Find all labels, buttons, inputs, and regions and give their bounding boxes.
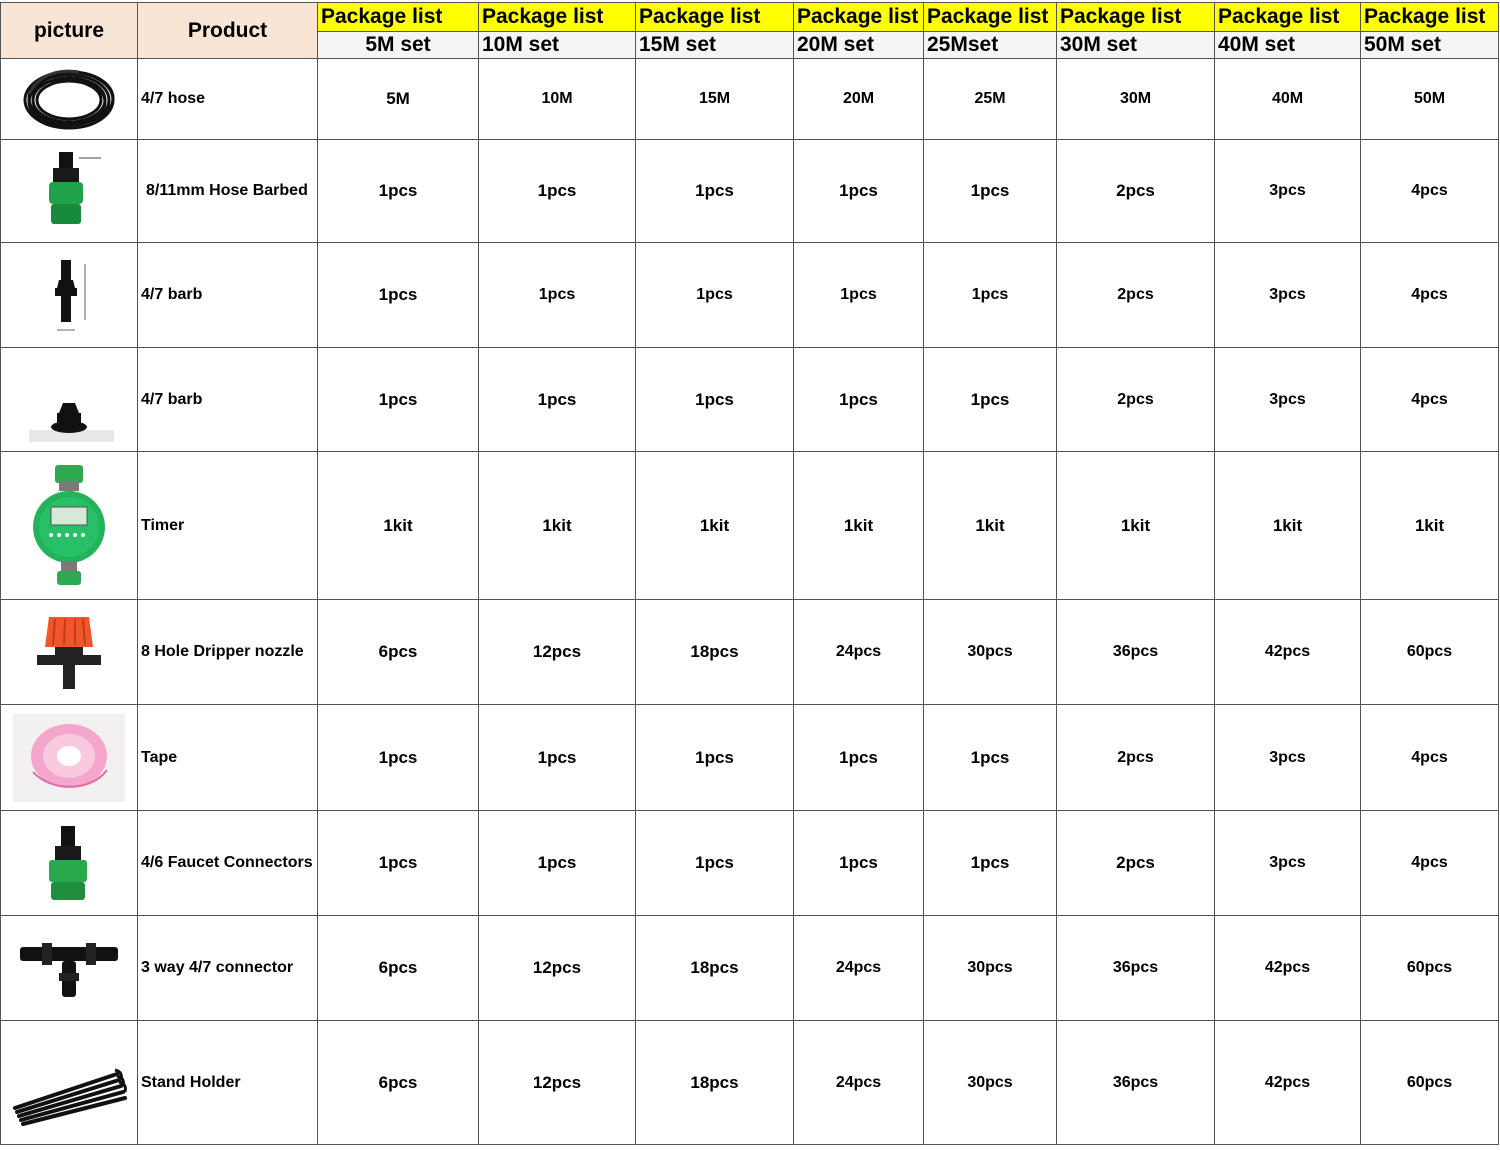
quantity-cell: 42pcs [1215,916,1361,1021]
quantity-cell: 1kit [794,452,924,600]
quantity-cell: 36pcs [1057,916,1215,1021]
quantity-cell: 2pcs [1057,811,1215,916]
header-set: 25Mset [924,32,1057,59]
faucet-connector-icon [1,811,138,916]
quantity-cell: 1pcs [794,811,924,916]
table-row [1,811,1499,916]
product-name: Tape [138,705,318,811]
quantity-cell: 12pcs [479,600,636,705]
quantity-cell: 1pcs [318,348,479,452]
quantity-cell: 1kit [1361,452,1499,600]
quantity-cell: 60pcs [1361,600,1499,705]
quantity-cell: 18pcs [636,1021,794,1145]
quantity-cell: 1kit [1057,452,1215,600]
quantity-cell: 10M [479,59,636,140]
product-name: 8/11mm Hose Barbed [138,140,318,243]
header-set: 50M set [1361,32,1499,59]
header-product: Product [138,3,318,59]
hose-coil-icon [1,59,138,140]
quantity-cell: 4pcs [1361,811,1499,916]
quantity-cell: 24pcs [794,916,924,1021]
header-set: 40M set [1215,32,1361,59]
quantity-cell: 20M [794,59,924,140]
header-package-list: Package list [1361,3,1499,32]
table-row [1,705,1499,811]
quantity-cell: 50M [1361,59,1499,140]
product-name: 4/7 hose [138,59,318,140]
product-name: 3 way 4/7 connector [138,916,318,1021]
quantity-cell: 2pcs [1057,705,1215,811]
quantity-cell: 36pcs [1057,1021,1215,1145]
quantity-cell: 1kit [479,452,636,600]
quantity-cell: 1pcs [318,811,479,916]
quantity-cell: 1pcs [479,705,636,811]
quantity-cell: 1pcs [636,705,794,811]
quantity-cell: 1pcs [479,243,636,348]
product-name: Stand Holder [138,1021,318,1145]
product-name: 4/7 barb [138,243,318,348]
table-row [1,600,1499,705]
quantity-cell: 1pcs [924,243,1057,348]
quantity-cell: 60pcs [1361,916,1499,1021]
tee-connector-icon [1,916,138,1021]
quantity-cell: 1pcs [794,140,924,243]
quantity-cell: 1kit [924,452,1057,600]
quantity-cell: 4pcs [1361,348,1499,452]
header-package-list: Package list [318,3,479,32]
quantity-cell: 25M [924,59,1057,140]
quantity-cell: 3pcs [1215,140,1361,243]
quantity-cell: 1pcs [636,140,794,243]
quantity-cell: 6pcs [318,916,479,1021]
header-package-list: Package list [636,3,794,32]
quantity-cell: 40M [1215,59,1361,140]
table-row [1,59,1499,140]
header-package-list: Package list [479,3,636,32]
product-name: 4/7 barb [138,348,318,452]
water-timer-icon [1,452,138,600]
quantity-cell: 2pcs [1057,140,1215,243]
quantity-cell: 2pcs [1057,348,1215,452]
table-row [1,348,1499,452]
quantity-cell: 6pcs [318,1021,479,1145]
quantity-cell: 18pcs [636,916,794,1021]
quantity-cell: 24pcs [794,1021,924,1145]
package-list-table [0,2,1499,1145]
quantity-cell: 3pcs [1215,348,1361,452]
header-set: 20M set [794,32,924,59]
table-row [1,452,1499,600]
quantity-cell: 1pcs [794,243,924,348]
quantity-cell: 6pcs [318,600,479,705]
header-package-list: Package list [794,3,924,32]
quantity-cell: 3pcs [1215,811,1361,916]
quantity-cell: 1pcs [479,140,636,243]
quantity-cell: 1pcs [794,705,924,811]
quantity-cell: 1pcs [479,811,636,916]
table-row [1,140,1499,243]
quantity-cell: 30pcs [924,1021,1057,1145]
hose-barbed-connector-icon [1,140,138,243]
header-picture: picture [1,3,138,59]
quantity-cell: 5M [318,59,479,140]
header-package-list: Package list [1057,3,1215,32]
product-name: Timer [138,452,318,600]
product-name: 8 Hole Dripper nozzle [138,600,318,705]
quantity-cell: 3pcs [1215,705,1361,811]
quantity-cell: 1pcs [318,705,479,811]
product-name: 4/6 Faucet Connectors [138,811,318,916]
table-row [1,1021,1499,1145]
quantity-cell: 1pcs [924,348,1057,452]
quantity-cell: 1pcs [318,140,479,243]
barb-fitting-icon [1,243,138,348]
quantity-cell: 1pcs [924,811,1057,916]
quantity-cell: 1pcs [636,243,794,348]
quantity-cell: 42pcs [1215,600,1361,705]
header-set: 15M set [636,32,794,59]
header-package-list: Package list [924,3,1057,32]
barb-plug-icon [1,348,138,452]
quantity-cell: 1pcs [479,348,636,452]
quantity-cell: 1pcs [794,348,924,452]
quantity-cell: 15M [636,59,794,140]
quantity-cell: 3pcs [1215,243,1361,348]
quantity-cell: 36pcs [1057,600,1215,705]
header-package-list: Package list [1215,3,1361,32]
quantity-cell: 1kit [318,452,479,600]
dripper-nozzle-icon [1,600,138,705]
quantity-cell: 1pcs [318,243,479,348]
quantity-cell: 30pcs [924,600,1057,705]
quantity-cell: 1kit [1215,452,1361,600]
quantity-cell: 1pcs [636,811,794,916]
quantity-cell: 4pcs [1361,243,1499,348]
quantity-cell: 60pcs [1361,1021,1499,1145]
quantity-cell: 1kit [636,452,794,600]
quantity-cell: 4pcs [1361,705,1499,811]
header-set: 30M set [1057,32,1215,59]
quantity-cell: 30pcs [924,916,1057,1021]
table-row [1,916,1499,1021]
table-row [1,243,1499,348]
quantity-cell: 2pcs [1057,243,1215,348]
quantity-cell: 30M [1057,59,1215,140]
quantity-cell: 4pcs [1361,140,1499,243]
quantity-cell: 12pcs [479,1021,636,1145]
header-set: 5M set [318,32,479,59]
quantity-cell: 1pcs [924,140,1057,243]
stand-holder-icon [1,1021,138,1145]
quantity-cell: 12pcs [479,916,636,1021]
quantity-cell: 1pcs [636,348,794,452]
quantity-cell: 1pcs [924,705,1057,811]
quantity-cell: 24pcs [794,600,924,705]
header-set: 10M set [479,32,636,59]
quantity-cell: 42pcs [1215,1021,1361,1145]
quantity-cell: 18pcs [636,600,794,705]
tape-roll-icon [1,705,138,811]
